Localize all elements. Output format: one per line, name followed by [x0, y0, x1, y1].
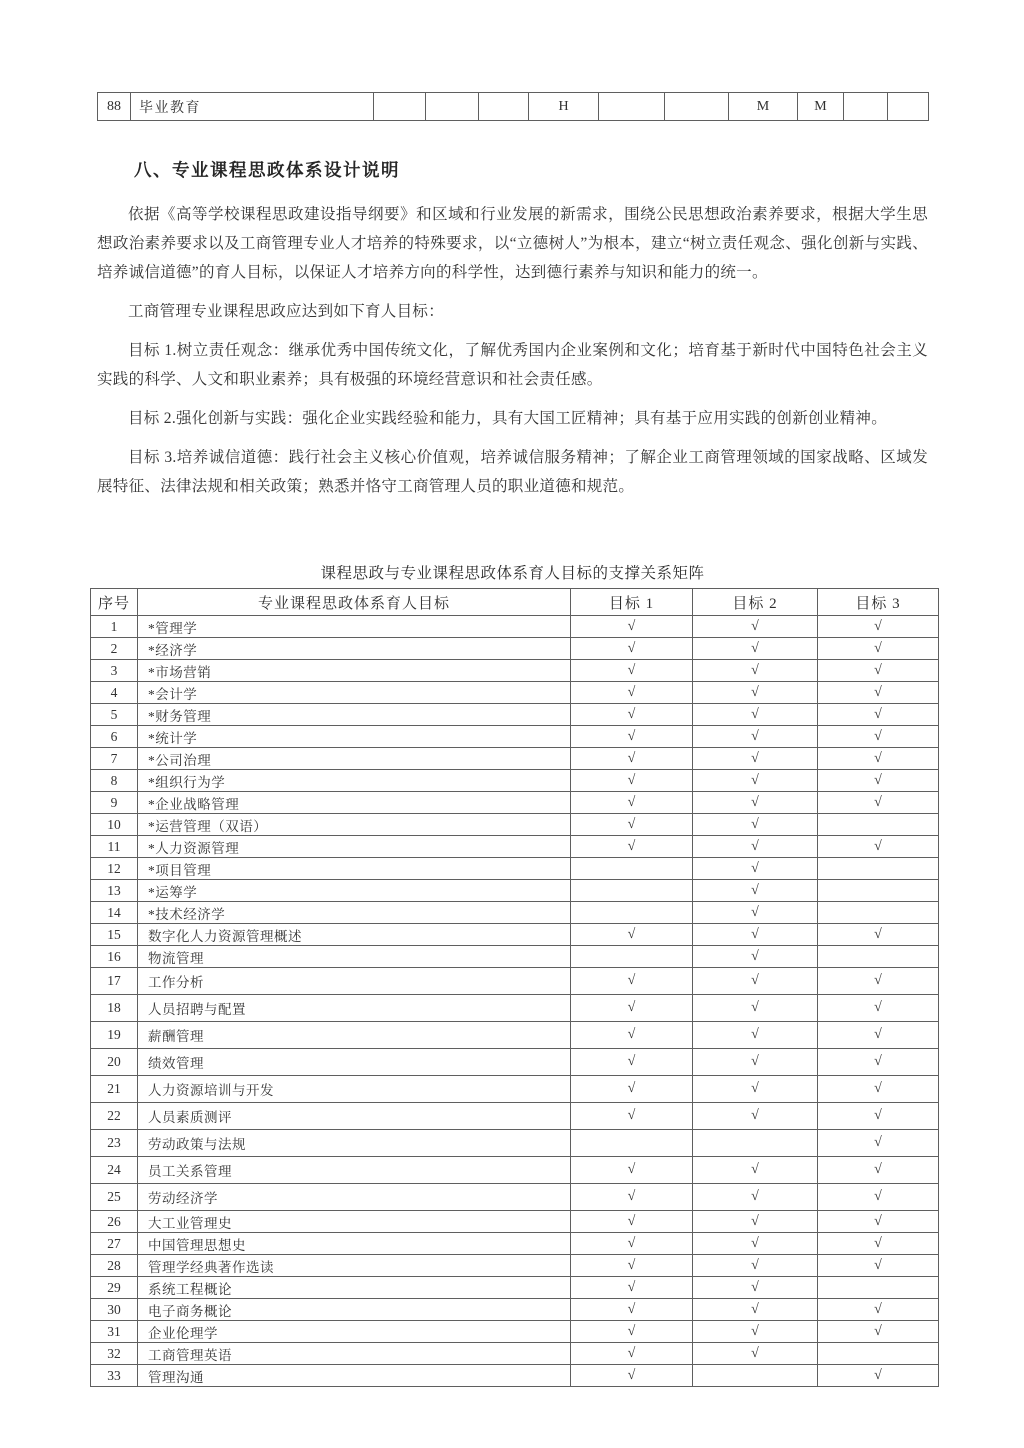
row-number-cell: 33 — [91, 1365, 138, 1387]
table-row — [91, 770, 939, 792]
goal3-check-cell — [818, 946, 939, 968]
paragraph-goal-2: 目标 2.强化创新与实践：强化企业实践经验和能力，具有大国工匠精神；具有基于应用实践的创新创业精神。 — [128, 410, 888, 427]
goal3-check-cell: √ — [818, 1157, 939, 1184]
goal3-check-cell: √ — [818, 770, 939, 792]
goal1-check-cell: √ — [571, 836, 693, 858]
course-name-cell: 大工业管理史 — [138, 1211, 571, 1233]
course-name-cell: *企业战略管理 — [138, 792, 571, 814]
goal2-check-cell: √ — [693, 1299, 818, 1321]
table-row — [91, 968, 939, 995]
goal1-check-cell: √ — [571, 1233, 693, 1255]
goal1-check-cell: √ — [571, 616, 693, 638]
row-number-cell: 22 — [91, 1103, 138, 1130]
goal3-check-cell: √ — [818, 1321, 939, 1343]
course-name-cell: 系统工程概论 — [138, 1277, 571, 1299]
goal2-check-cell — [693, 1130, 818, 1157]
col-header-course: 专业课程思政体系育人目标 — [138, 589, 571, 616]
row-number-cell: 16 — [91, 946, 138, 968]
goal2-check-cell: √ — [693, 1233, 818, 1255]
course-name-cell: 薪酬管理 — [138, 1022, 571, 1049]
goal3-check-cell: √ — [818, 1255, 939, 1277]
col-header-goal1: 目标 1 — [571, 589, 693, 616]
table-row — [91, 902, 939, 924]
course-name-cell: *运筹学 — [138, 880, 571, 902]
course-name-cell: *财务管理 — [138, 704, 571, 726]
table-row — [91, 616, 939, 638]
goal1-check-cell: √ — [571, 995, 693, 1022]
goal2-check-cell: √ — [693, 995, 818, 1022]
grade-cell — [479, 93, 529, 121]
table-row — [91, 1255, 939, 1277]
header-row — [91, 589, 939, 616]
goal3-check-cell: √ — [818, 924, 939, 946]
goal2-check-cell: √ — [693, 1103, 818, 1130]
goal3-check-cell: √ — [818, 1184, 939, 1211]
table-row — [91, 1277, 939, 1299]
row-number-cell: 5 — [91, 704, 138, 726]
table-row — [91, 1157, 939, 1184]
goal3-check-cell: √ — [818, 995, 939, 1022]
row-number-cell: 19 — [91, 1022, 138, 1049]
paragraph-goals-lead: 工商管理专业课程思政应达到如下育人目标： — [128, 303, 445, 320]
goal1-check-cell: √ — [571, 682, 693, 704]
goal2-check-cell: √ — [693, 1255, 818, 1277]
grade-cell — [844, 93, 888, 121]
row-number-cell: 12 — [91, 858, 138, 880]
goal3-check-cell: √ — [818, 1233, 939, 1255]
row-number-cell: 26 — [91, 1211, 138, 1233]
goal2-check-cell: √ — [693, 858, 818, 880]
goal1-check-cell: √ — [571, 1076, 693, 1103]
row-number-cell: 30 — [91, 1299, 138, 1321]
grade-cell — [599, 93, 665, 121]
goal2-check-cell: √ — [693, 704, 818, 726]
grade-cell — [374, 93, 426, 121]
paragraph-intro: 依据《高等学校课程思政建设指导纲要》和区域和行业发展的新需求，围绕公民思想政治素养要求，根据大学生思想政治素养要求以及工商管理专业人才培养的特殊要求，以“立德树人”为根本，建立“树立责任观念、强化创新与实践、培养诚信道德”的育人目标，以保证人才培养方向的科学性，达到德行素养与知识和能力的统一。 — [97, 206, 928, 281]
course-name-cell: 中国管理思想史 — [138, 1233, 571, 1255]
goal2-check-cell: √ — [693, 946, 818, 968]
table-row — [91, 814, 939, 836]
goal3-check-cell: √ — [818, 1365, 939, 1387]
goal1-check-cell: √ — [571, 1321, 693, 1343]
goal3-check-cell — [818, 1277, 939, 1299]
col-header-goal3: 目标 3 — [818, 589, 939, 616]
goal3-check-cell: √ — [818, 638, 939, 660]
row-number-cell: 2 — [91, 638, 138, 660]
row-number-cell: 32 — [91, 1343, 138, 1365]
goal2-check-cell: √ — [693, 880, 818, 902]
goal1-check-cell: √ — [571, 1184, 693, 1211]
goal3-check-cell: √ — [818, 968, 939, 995]
row-number-cell: 25 — [91, 1184, 138, 1211]
grade-cell — [665, 93, 729, 121]
row-number-cell: 13 — [91, 880, 138, 902]
paragraph-goal-1: 目标 1.树立责任观念：继承优秀中国传统文化，了解优秀国内企业案例和文化；培育基于新时代中国特色社会主义实践的科学、人文和职业素养；具有极强的环境经营意识和社会责任感。 — [97, 342, 928, 388]
goal2-check-cell: √ — [693, 924, 818, 946]
table-row — [91, 638, 939, 660]
goal1-check-cell: √ — [571, 770, 693, 792]
goal2-check-cell: √ — [693, 902, 818, 924]
course-name-cell: 绩效管理 — [138, 1049, 571, 1076]
goal3-check-cell: √ — [818, 682, 939, 704]
goal1-check-cell: √ — [571, 1211, 693, 1233]
goal1-check-cell — [571, 946, 693, 968]
table-row — [91, 946, 939, 968]
section-heading: 八、专业课程思政体系设计说明 — [134, 160, 400, 180]
table-row — [91, 704, 939, 726]
row-number-cell: 24 — [91, 1157, 138, 1184]
table-row — [91, 1130, 939, 1157]
row-number-cell: 20 — [91, 1049, 138, 1076]
col-header-index: 序号 — [91, 589, 138, 616]
goal1-check-cell: √ — [571, 726, 693, 748]
goal1-check-cell: √ — [571, 968, 693, 995]
course-name-cell: 劳动经济学 — [138, 1184, 571, 1211]
course-name-cell: 员工关系管理 — [138, 1157, 571, 1184]
goal2-check-cell: √ — [693, 660, 818, 682]
course-name-cell: *经济学 — [138, 638, 571, 660]
goal2-check-cell: √ — [693, 682, 818, 704]
row-number-cell: 15 — [91, 924, 138, 946]
row-number-cell: 11 — [91, 836, 138, 858]
table-row — [91, 924, 939, 946]
course-name-cell: *公司治理 — [138, 748, 571, 770]
table-row — [91, 1022, 939, 1049]
course-name-cell: 人员招聘与配置 — [138, 995, 571, 1022]
goal2-check-cell: √ — [693, 748, 818, 770]
goal3-check-cell: √ — [818, 836, 939, 858]
table-row — [91, 1076, 939, 1103]
table-row — [91, 1049, 939, 1076]
goal1-check-cell: √ — [571, 638, 693, 660]
previous-table-fragment — [97, 92, 929, 121]
goal1-check-cell: √ — [571, 704, 693, 726]
goal2-check-cell — [693, 1365, 818, 1387]
row-number-cell: 18 — [91, 995, 138, 1022]
goal3-check-cell — [818, 902, 939, 924]
goal2-check-cell: √ — [693, 792, 818, 814]
goal3-check-cell — [818, 814, 939, 836]
table-row — [91, 836, 939, 858]
goal2-check-cell: √ — [693, 638, 818, 660]
table-row — [91, 1299, 939, 1321]
row-number-cell: 29 — [91, 1277, 138, 1299]
goal1-check-cell — [571, 902, 693, 924]
goal2-check-cell: √ — [693, 1277, 818, 1299]
goal2-check-cell: √ — [693, 1157, 818, 1184]
course-name-cell: 物流管理 — [138, 946, 571, 968]
goal1-check-cell — [571, 1130, 693, 1157]
col-header-goal2: 目标 2 — [693, 589, 818, 616]
table-row — [91, 792, 939, 814]
goal1-check-cell: √ — [571, 660, 693, 682]
grade-cell — [426, 93, 479, 121]
course-name-cell: 管理学经典著作选读 — [138, 1255, 571, 1277]
course-name-cell: *运营管理（双语） — [138, 814, 571, 836]
table-row — [91, 1211, 939, 1233]
table-row — [91, 660, 939, 682]
goal3-check-cell: √ — [818, 1049, 939, 1076]
course-name-cell: 工作分析 — [138, 968, 571, 995]
table-row — [91, 1184, 939, 1211]
goal3-check-cell: √ — [818, 616, 939, 638]
goal3-check-cell — [818, 880, 939, 902]
goal3-check-cell: √ — [818, 660, 939, 682]
course-name-cell: *统计学 — [138, 726, 571, 748]
matrix-table-title: 课程思政与专业课程思政体系育人目标的支撑关系矩阵 — [320, 565, 705, 582]
goal3-check-cell: √ — [818, 748, 939, 770]
table-row — [91, 880, 939, 902]
course-name-cell: 数字化人力资源管理概述 — [138, 924, 571, 946]
goal2-check-cell: √ — [693, 968, 818, 995]
table-row — [91, 1233, 939, 1255]
goal1-check-cell: √ — [571, 1277, 693, 1299]
row-number-cell: 3 — [91, 660, 138, 682]
row-number-cell: 17 — [91, 968, 138, 995]
goal3-check-cell: √ — [818, 1299, 939, 1321]
goal3-check-cell: √ — [818, 726, 939, 748]
table-row — [98, 93, 929, 121]
course-name-cell: *人力资源管理 — [138, 836, 571, 858]
row-number-cell: 6 — [91, 726, 138, 748]
goal3-check-cell: √ — [818, 1022, 939, 1049]
goal2-check-cell: √ — [693, 1343, 818, 1365]
table-row — [91, 1343, 939, 1365]
table-row — [91, 682, 939, 704]
goal2-check-cell: √ — [693, 616, 818, 638]
goal2-check-cell: √ — [693, 1211, 818, 1233]
course-name-cell: 电子商务概论 — [138, 1299, 571, 1321]
goal1-check-cell: √ — [571, 1255, 693, 1277]
goal1-check-cell — [571, 880, 693, 902]
table-row — [91, 1321, 939, 1343]
row-number-cell: 1 — [91, 616, 138, 638]
course-name-cell: *会计学 — [138, 682, 571, 704]
goal2-check-cell: √ — [693, 770, 818, 792]
table-row — [91, 726, 939, 748]
goal3-check-cell: √ — [818, 704, 939, 726]
goal1-check-cell: √ — [571, 792, 693, 814]
goal1-check-cell: √ — [571, 748, 693, 770]
goal2-check-cell: √ — [693, 1076, 818, 1103]
goal3-check-cell: √ — [818, 1103, 939, 1130]
table-row — [91, 748, 939, 770]
row-number-cell: 7 — [91, 748, 138, 770]
grade-cell: M — [798, 93, 844, 121]
row-number-cell: 28 — [91, 1255, 138, 1277]
support-matrix-table — [90, 588, 939, 1387]
row-number-cell: 4 — [91, 682, 138, 704]
course-name-cell: 管理沟通 — [138, 1365, 571, 1387]
goal2-check-cell: √ — [693, 1022, 818, 1049]
goal2-check-cell: √ — [693, 836, 818, 858]
row-number-cell: 8 — [91, 770, 138, 792]
course-name-cell: *组织行为学 — [138, 770, 571, 792]
goal3-check-cell — [818, 1343, 939, 1365]
row-number-cell: 23 — [91, 1130, 138, 1157]
goal1-check-cell: √ — [571, 1343, 693, 1365]
course-name-cell: *项目管理 — [138, 858, 571, 880]
goal3-check-cell: √ — [818, 1130, 939, 1157]
row-number-cell: 88 — [98, 93, 131, 121]
goal1-check-cell: √ — [571, 924, 693, 946]
goal2-check-cell: √ — [693, 814, 818, 836]
table-row — [91, 995, 939, 1022]
row-number-cell: 14 — [91, 902, 138, 924]
goal2-check-cell: √ — [693, 726, 818, 748]
row-number-cell: 9 — [91, 792, 138, 814]
goal3-check-cell: √ — [818, 1211, 939, 1233]
goal1-check-cell: √ — [571, 1157, 693, 1184]
grade-cell: M — [729, 93, 798, 121]
course-name-cell: *技术经济学 — [138, 902, 571, 924]
course-name-cell: 人力资源培训与开发 — [138, 1076, 571, 1103]
goal1-check-cell — [571, 858, 693, 880]
row-number-cell: 10 — [91, 814, 138, 836]
paragraph-goal-3: 目标 3.培养诚信道德：践行社会主义核心价值观，培养诚信服务精神；了解企业工商管理领域的国家战略、区域发展特征、法律法规和相关政策；熟悉并恪守工商管理人员的职业道德和规范。 — [97, 449, 928, 495]
row-number-cell: 27 — [91, 1233, 138, 1255]
goal1-check-cell: √ — [571, 1299, 693, 1321]
goal1-check-cell: √ — [571, 1103, 693, 1130]
goal3-check-cell: √ — [818, 1076, 939, 1103]
goal1-check-cell: √ — [571, 1022, 693, 1049]
course-name-cell: 劳动政策与法规 — [138, 1130, 571, 1157]
table-row — [91, 1103, 939, 1130]
grade-cell — [888, 93, 929, 121]
goal1-check-cell: √ — [571, 1365, 693, 1387]
course-name-cell: 工商管理英语 — [138, 1343, 571, 1365]
table-row — [91, 858, 939, 880]
grade-cell: H — [529, 93, 599, 121]
course-name-cell: 人员素质测评 — [138, 1103, 571, 1130]
goal1-check-cell: √ — [571, 814, 693, 836]
course-name-cell: *市场营销 — [138, 660, 571, 682]
table-row — [91, 1365, 939, 1387]
course-name-cell: *管理学 — [138, 616, 571, 638]
body-text — [97, 200, 928, 511]
goal2-check-cell: √ — [693, 1321, 818, 1343]
goal2-check-cell: √ — [693, 1049, 818, 1076]
row-number-cell: 21 — [91, 1076, 138, 1103]
goal3-check-cell — [818, 858, 939, 880]
goal2-check-cell: √ — [693, 1184, 818, 1211]
goal1-check-cell: √ — [571, 1049, 693, 1076]
course-name-cell: 企业伦理学 — [138, 1321, 571, 1343]
goal3-check-cell: √ — [818, 792, 939, 814]
row-number-cell: 31 — [91, 1321, 138, 1343]
course-name-cell: 毕业教育 — [131, 93, 374, 121]
